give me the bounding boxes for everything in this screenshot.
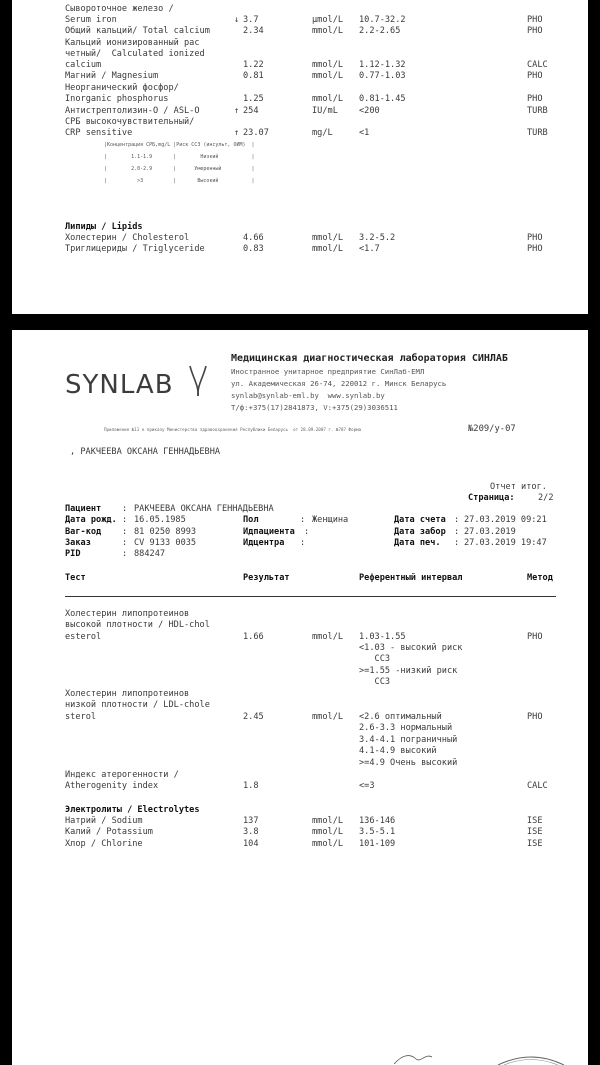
barcode-value: 81 0250 8993 <box>134 527 197 537</box>
test-name: Неорганический фосфор/ <box>65 83 179 93</box>
test-method: ISE <box>527 839 543 849</box>
test-result: 104 <box>243 839 259 849</box>
test-name: Антистрептолизин-О / ASL-O <box>65 106 200 116</box>
patient-label: Пациент <box>65 504 102 514</box>
patient-value-prefix: : <box>122 504 128 514</box>
synlab-logo-text: SYNLAB <box>65 370 174 400</box>
test-reference: <1 <box>359 128 370 138</box>
dob-value-prefix: : <box>122 515 128 525</box>
test-reference: 1.12-1.32 <box>359 60 406 70</box>
test-reference: 3.4-4.1 пограничный <box>359 735 458 745</box>
page-number: 2/2 <box>538 493 554 503</box>
test-result: 0.81 <box>243 71 264 81</box>
test-name: низкой плотности / LDL-chole <box>65 700 210 710</box>
test-unit: µmol/L <box>312 15 344 25</box>
test-method: PHO <box>527 233 543 243</box>
test-name: Сывороточное железо / <box>65 4 174 14</box>
test-result: 2.34 <box>243 26 264 36</box>
report-date-prefix: : <box>454 515 460 525</box>
test-unit: mmol/L <box>312 71 344 81</box>
test-reference: ССЗ <box>359 677 391 687</box>
test-reference: >=1.55 -низкий риск <box>359 666 458 676</box>
test-reference: 1.03-1.55 <box>359 632 406 642</box>
test-reference: <1.03 - высокий риск <box>359 643 463 653</box>
form-number: №209/у-07 <box>468 424 516 434</box>
pid-value: 884247 <box>134 549 166 559</box>
order-label: Заказ <box>65 538 91 548</box>
test-name: esterol <box>65 632 102 642</box>
order-prefix: : <box>122 538 128 548</box>
lab-info-line: Иностранное унитарное предприятие СинЛаб-ЕМЛ <box>231 367 425 376</box>
synlab-logo <box>65 370 174 400</box>
test-method: PHO <box>527 712 543 722</box>
test-reference: 3.2-5.2 <box>359 233 396 243</box>
patient-id-prefix: : <box>304 527 310 537</box>
test-result: 23.07 <box>243 128 269 138</box>
patient-id-label: Идпациента <box>243 527 295 537</box>
print-date-prefix: : <box>454 538 460 548</box>
test-method: TURB <box>527 128 548 138</box>
test-reference: <2.6 оптимальный <box>359 712 442 722</box>
test-method: PHO <box>527 71 543 81</box>
test-name: Общий кальций/ Total calcium <box>65 26 210 36</box>
barcode-prefix: : <box>122 527 128 537</box>
print-date-label: Дата печ. <box>394 538 441 548</box>
order-note: Приложение №11 к приказу Министерства здравоохранения Республики Беларусь от 28.09.2007 г. №787 Форма <box>104 427 362 432</box>
crp-note-row: | 2.0-2.9 | Умеренный | <box>104 166 255 172</box>
test-unit: mmol/L <box>312 244 344 254</box>
test-reference: 0.77-1.03 <box>359 71 406 81</box>
signature-icon <box>392 1051 452 1065</box>
flag-icon: ↓ <box>234 15 240 25</box>
sex-value-prefix: : <box>300 515 306 525</box>
report-date-label: Дата счета <box>394 515 446 525</box>
test-name: Кальций ионизированный рас <box>65 38 200 48</box>
test-result: 1.25 <box>243 94 264 104</box>
flag-icon: ↑ <box>234 128 240 138</box>
test-name: Натрий / Sodium <box>65 816 143 826</box>
test-unit: mmol/L <box>312 632 344 642</box>
barcode-label: Ваг-код <box>65 527 102 537</box>
test-reference: 101-109 <box>359 839 396 849</box>
test-result: 3.7 <box>243 15 259 25</box>
pid-label: PID <box>65 549 81 559</box>
test-method: ISE <box>527 816 543 826</box>
test-reference: 4.1-4.9 высокий <box>359 746 437 756</box>
test-unit: mmol/L <box>312 94 344 104</box>
stamp-icon <box>496 1055 566 1065</box>
test-name: Триглицериды / Triglyceride <box>65 244 205 254</box>
column-header-test: Тест <box>65 573 86 583</box>
crp-note-row: | 1.1-1.9 | Низкий | <box>104 154 255 160</box>
lab-info-line: Т/ф:+375(17)2841873, V:+375(29)3036511 <box>231 403 398 412</box>
test-reference: 10.7-32.2 <box>359 15 406 25</box>
test-unit: mmol/L <box>312 816 344 826</box>
test-reference: <200 <box>359 106 380 116</box>
test-name: sterol <box>65 712 97 722</box>
test-name: Холестерин липопротеинов <box>65 689 190 699</box>
center-id-prefix: : <box>300 538 306 548</box>
patient-value: РАКЧЕЕВА ОКСАНА ГЕННАДЬЕВНА <box>134 504 274 514</box>
pid-prefix: : <box>122 549 128 559</box>
report-date-value: 27.03.2019 09:21 <box>464 515 547 525</box>
crp-note-row: | >3 | Высокий | <box>104 178 255 184</box>
test-reference: 2.2-2.65 <box>359 26 401 36</box>
test-name: Индекс атерогенности / <box>65 770 179 780</box>
column-header-result: Результат <box>243 573 290 583</box>
report-page-1 <box>12 0 588 314</box>
test-reference: >=4.9 Очень высокий <box>359 758 458 768</box>
report-page-2 <box>12 330 588 1065</box>
test-name: СРБ высокочувствительный/ <box>65 117 195 127</box>
test-result: 137 <box>243 816 259 826</box>
column-header-reference: Референтный интервал <box>359 573 463 583</box>
test-name: четный/ Calculated ionized <box>65 49 205 59</box>
print-date-value: 27.03.2019 19:47 <box>464 538 547 548</box>
test-method: PHO <box>527 26 543 36</box>
lab-info-line: ул. Академическая 26-74, 220012 г. Минск Беларусь <box>231 379 447 388</box>
report-status: Отчет итог. <box>490 482 547 492</box>
test-method: PHO <box>527 632 543 642</box>
test-name: Холестерин липопротеинов <box>65 609 190 619</box>
test-method: PHO <box>527 94 543 104</box>
test-unit: mg/L <box>312 128 333 138</box>
page-label: Страница: <box>468 493 515 503</box>
test-method: PHO <box>527 15 543 25</box>
test-reference: 0.81-1.45 <box>359 94 406 104</box>
test-reference: 3.5-5.1 <box>359 827 396 837</box>
test-result: 1.22 <box>243 60 264 70</box>
test-method: TURB <box>527 106 548 116</box>
test-reference: ССЗ <box>359 654 391 664</box>
dob-value: 16.05.1985 <box>134 515 186 525</box>
test-unit: mmol/L <box>312 839 344 849</box>
order-value: CV 9133 0035 <box>134 538 197 548</box>
test-reference: <=3 <box>359 781 375 791</box>
column-header-method: Метод <box>527 573 553 583</box>
test-name: Atherogenity index <box>65 781 159 791</box>
test-name: Хлор / Chlorine <box>65 839 143 849</box>
test-name: Магний / Magnesium <box>65 71 159 81</box>
test-unit: mmol/L <box>312 233 344 243</box>
test-reference: <1.7 <box>359 244 380 254</box>
test-method: PHO <box>527 244 543 254</box>
test-name: высокой плотности / HDL-chol <box>65 620 210 630</box>
test-method: CALC <box>527 781 548 791</box>
test-unit: mmol/L <box>312 827 344 837</box>
test-result: 1.66 <box>243 632 264 642</box>
test-unit: mmol/L <box>312 26 344 36</box>
test-result: 3.8 <box>243 827 259 837</box>
electrolytes-section-header: Электролиты / Electrolytes <box>65 805 200 815</box>
test-unit: IU/mL <box>312 106 338 116</box>
lipids-section-header: Липиды / Lipids <box>65 222 143 232</box>
crp-note-header: |Концентрация СРБ,mg/L |Риск ССЗ (инсульт, ОИМ) | <box>104 142 255 148</box>
test-name: Serum iron <box>65 15 117 25</box>
sample-date-prefix: : <box>454 527 460 537</box>
center-id-label: Идцентра <box>243 538 285 548</box>
patient-line: , РАКЧЕЕВА ОКСАНА ГЕННАДЬЕВНА <box>70 447 221 457</box>
test-reference: 2.6-3.3 нормальный <box>359 723 453 733</box>
test-name: Inorganic phosphorus <box>65 94 169 104</box>
test-name: Холестерин / Cholesterol <box>65 233 190 243</box>
test-result: 254 <box>243 106 259 116</box>
sex-value: Женщина <box>312 515 349 525</box>
dob-label: Дата рожд. <box>65 515 117 525</box>
test-result: 0.83 <box>243 244 264 254</box>
test-name: Калий / Potassium <box>65 827 153 837</box>
test-result: 1.8 <box>243 781 259 791</box>
test-unit: mmol/L <box>312 712 344 722</box>
test-name: calcium <box>65 60 102 70</box>
lab-title: Медицинская диагностическая лаборатория СИНЛАБ <box>231 353 508 364</box>
sample-date-value: 27.03.2019 <box>464 527 516 537</box>
synlab-logo-mark-icon <box>187 364 209 398</box>
test-reference: 136-146 <box>359 816 396 826</box>
test-result: 4.66 <box>243 233 264 243</box>
sample-date-label: Дата забор <box>394 527 446 537</box>
test-result: 2.45 <box>243 712 264 722</box>
test-method: ISE <box>527 827 543 837</box>
header-divider <box>65 596 556 597</box>
test-method: CALC <box>527 60 548 70</box>
flag-icon: ↑ <box>234 106 240 116</box>
sex-label: Пол <box>243 515 259 525</box>
test-name: CRP sensitive <box>65 128 133 138</box>
test-unit: mmol/L <box>312 60 344 70</box>
lab-info-line: synlab@synlab-eml.by www.synlab.by <box>231 391 385 400</box>
